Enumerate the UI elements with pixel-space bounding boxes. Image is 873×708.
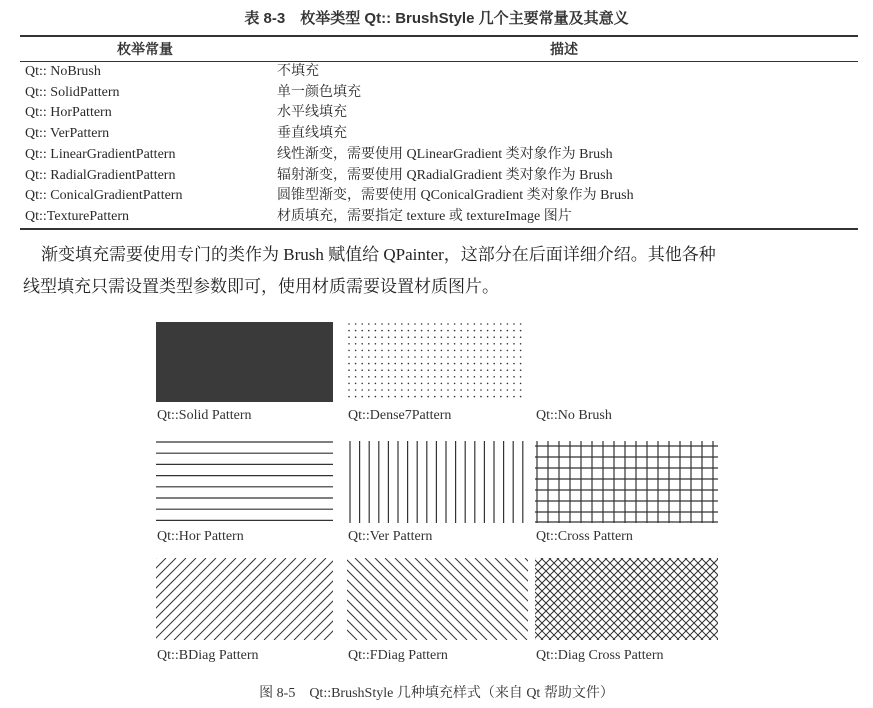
pattern-swatch-fdiag [347,558,528,640]
pattern-label: Qt::Ver Pattern [348,529,433,544]
pattern-label: Qt::Diag Cross Pattern [536,648,664,663]
pattern-swatch-cross [535,441,718,523]
pattern-label: Qt::Cross Pattern [536,529,633,544]
table-cell-constant: Qt:: ConicalGradientPattern [25,188,183,204]
pattern-swatch-bdiag [156,558,333,640]
table-cell-constant: Qt:: RadialGradientPattern [25,167,176,183]
table-title: 表 8-3 枚举类型 Qt:: BrushStyle 几个主要常量及其意义 [244,10,629,27]
paragraph-line-2: 线型填充只需设置类型参数即可，使用材质需要设置材质图片。 [23,277,499,296]
table-cell-constant: Qt:: VerPattern [25,126,110,142]
table-header-description: 描述 [550,41,578,57]
table-cell-constant: Qt::TexturePattern [25,208,129,224]
pattern-swatch-solid [156,322,333,402]
table-cell-description: 线性渐变，需要使用 QLinearGradient 类对象作为 Brush [277,146,613,162]
table-cell-description: 材质填充，需要指定 texture 或 textureImage 图片 [277,208,572,224]
pattern-label: Qt::Dense7Pattern [348,408,452,423]
pattern-label: Qt::No Brush [536,408,612,423]
table-cell-description: 圆锥型渐变，需要使用 QConicalGradient 类对象作为 Brush [277,188,634,204]
table-header-rule [20,61,858,62]
pattern-label: Qt::FDiag Pattern [348,648,448,663]
table-cell-description: 水平线填充 [277,105,347,121]
pattern-label: Qt::BDiag Pattern [157,648,259,663]
pattern-label: Qt::Hor Pattern [157,529,244,544]
paragraph-line-1: 渐变填充需要使用专门的类作为 Brush 赋值给 QPainter，这部分在后面详细介绍。其他各种 [41,245,716,264]
pattern-swatch-diagcross [535,558,718,640]
table-cell-description: 不填充 [277,64,319,79]
pattern-swatch-ver [347,441,528,523]
table-cell-constant: Qt:: LinearGradientPattern [25,146,176,162]
figure-caption: 图 8-5 Qt::BrushStyle 几种填充样式（来自 Qt 帮助文件） [259,686,614,701]
table-cell-description: 垂直线填充 [277,126,347,142]
table-header-constant: 枚举常量 [117,41,173,57]
table-cell-constant: Qt:: NoBrush [25,64,101,79]
pattern-swatch-none [535,322,718,402]
table-cell-description: 辐射渐变，需要使用 QRadialGradient 类对象作为 Brush [277,167,613,183]
table-cell-constant: Qt:: SolidPattern [25,84,120,100]
pattern-label: Qt::Solid Pattern [157,408,252,423]
table-cell-constant: Qt:: HorPattern [25,105,112,121]
pattern-swatch-dense7 [347,322,528,402]
table-top-rule [20,35,858,37]
table-bottom-rule [20,228,858,230]
pattern-swatch-hor [156,441,333,523]
table-cell-description: 单一颜色填充 [277,84,361,100]
